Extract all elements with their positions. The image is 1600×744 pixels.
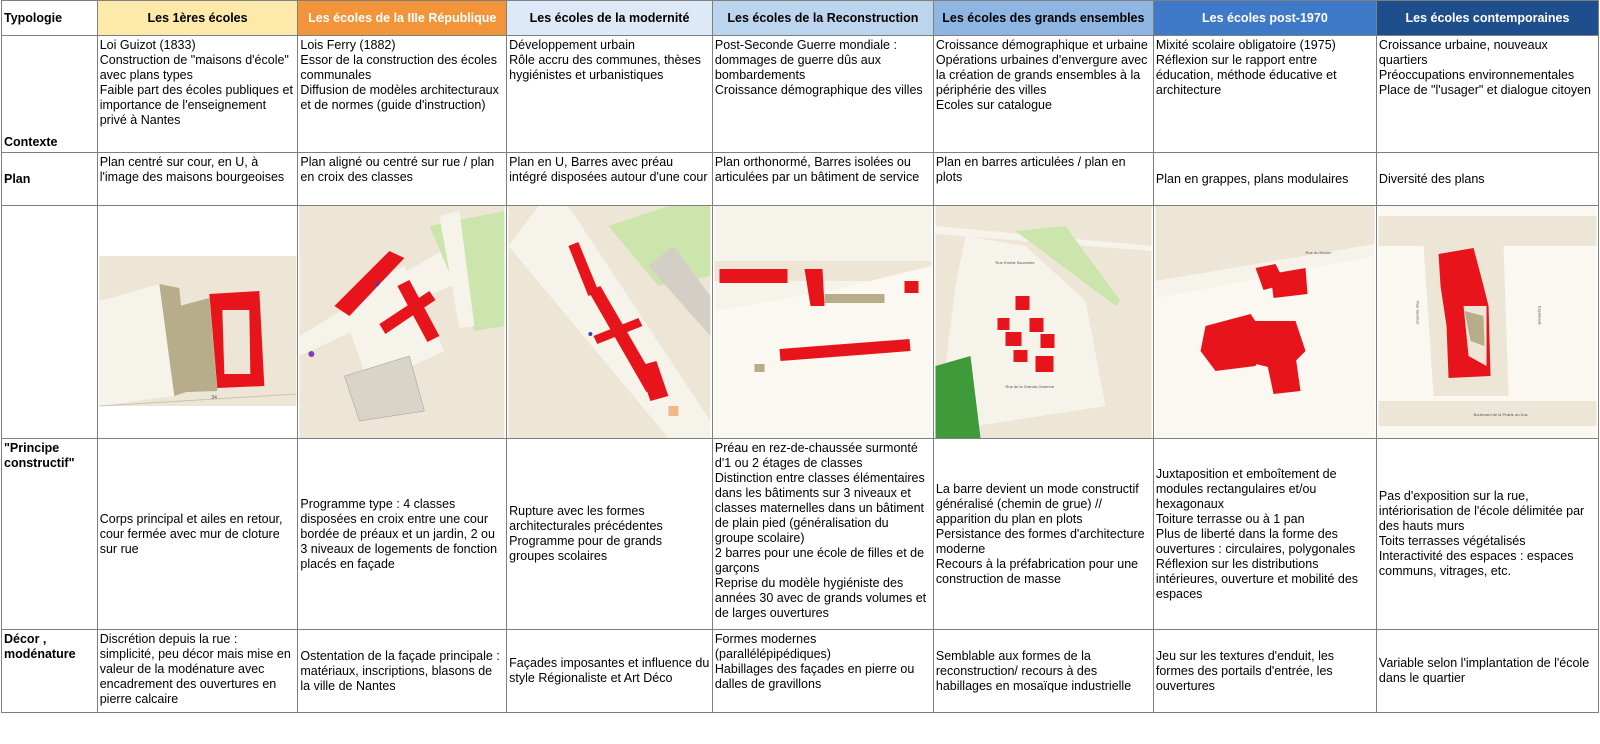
map-building	[1035, 356, 1053, 372]
site-plan-map-7	[1377, 206, 1598, 438]
plan-cell: Plan en grappes, plans modulaires	[1153, 153, 1376, 206]
contexte-cell: Mixité scolaire obligatoire (1975) Réflexion sur le rapport entre éducation, méthode éducative et architecture	[1153, 36, 1376, 153]
contexte-cell: Croissance urbaine, nouveaux quartiers Préoccupations environnementales Place de "l'usager" et dialogue citoyen	[1376, 36, 1598, 153]
map-street-label: Boulevard de la Prairie au Duc	[1473, 412, 1528, 417]
map-street-label: Rue de la Grande-Garenne	[1005, 384, 1054, 389]
map-cell-3	[507, 206, 713, 439]
contexte-cell: Développement urbain Rôle accru des communes, thèses hygiénistes et urbanistiques	[507, 36, 713, 153]
map-street-label: Rue Gestrud	[1415, 301, 1421, 324]
map-block	[1378, 216, 1596, 246]
principe-cell: Préau en rez-de-chaussée surmonté d'1 ou 2 étages de classes Distinction entre classes élémentaires dans les bâtiments sur 3 niveaux et classes maternelles dans un bâtiment de plain pied (généralisation du groupe scolaire) 2 barres pour une école de filles et de garçons Reprise du modèle hygiéniste des années 30 avec de grands volumes et de larges ouvertures	[712, 439, 933, 630]
map-courtyard	[824, 294, 884, 303]
map-building	[1040, 334, 1054, 348]
map-marker	[309, 351, 315, 357]
map-marker	[669, 406, 679, 416]
map-cell-7	[1376, 206, 1598, 439]
map-building	[1013, 350, 1027, 362]
contexte-cell: Loi Guizot (1833) Construction de "maisons d'école" avec plans types Faible part des écoles publiques et importance de l'enseignement privé à Nantes	[97, 36, 298, 153]
map-cell-2	[298, 206, 507, 439]
decor-label: Décor , modénature	[2, 630, 98, 713]
map-cell-1	[97, 206, 298, 439]
map-cell-4	[712, 206, 933, 439]
col-header-7: Les écoles contemporaines	[1376, 1, 1598, 36]
map-cell-6	[1153, 206, 1376, 439]
map-street-label: Rue du Moulin	[1305, 250, 1332, 255]
decor-cell: Façades imposantes et influence du style Régionaliste et Art Déco	[507, 630, 713, 713]
header-row	[2, 1, 1599, 36]
decor-cell: Ostentation de la façade principale : matériaux, inscriptions, blasons de la ville de Nantes	[298, 630, 507, 713]
plan-cell: Plan centré sur cour, en U, à l'image des maisons bourgeoises	[97, 153, 298, 206]
map-building	[1015, 296, 1029, 310]
decor-cell: Discrétion depuis la rue : simplicité, peu décor mais mise en valeur de la modénature avec encadrement des ouvertures en pierre calcaire	[97, 630, 298, 713]
plan-cell: Plan orthonormé, Barres isolées ou articulées par un bâtiment de service	[712, 153, 933, 206]
map-building	[1029, 318, 1043, 332]
contexte-label: Contexte	[2, 36, 98, 153]
principe-cell: Corps principal et ailes en retour, cour fermée avec mur de cloture sur rue	[97, 439, 298, 630]
site-plan-map-5	[934, 206, 1153, 438]
map-cell-5	[933, 206, 1153, 439]
plan-cell: Plan aligné ou centré sur rue / plan en croix des classes	[298, 153, 507, 206]
site-plan-map-3	[507, 206, 712, 438]
plan-cell: Plan en barres articulées / plan en plots	[933, 153, 1153, 206]
principe-label: "Principe constructif"	[2, 439, 98, 630]
col-header-1: Les 1ères écoles	[97, 1, 298, 36]
col-header-5: Les écoles des grands ensembles	[933, 1, 1153, 36]
decor-cell: Formes modernes (parallélépipédiques) Habillages des façades en pierre ou dalles de gravillons	[712, 630, 933, 713]
decor-row	[2, 630, 1599, 713]
map-building	[1005, 332, 1021, 346]
principe-row	[2, 439, 1599, 630]
col-header-6: Les écoles post-1970	[1153, 1, 1376, 36]
decor-cell: Semblable aux formes de la reconstruction/ recours à des habillages en mosaïque industrielle	[933, 630, 1153, 713]
map-street-label: Esplanade	[1537, 306, 1543, 325]
site-plan-map-4	[713, 206, 933, 438]
map-marker	[589, 332, 593, 336]
principe-cell: Pas d'exposition sur la rue, intériorisation de l'école délimitée par des hauts murs Toits terrasses végétalisés Interactivité des espaces : espaces communs, vitrages, etc.	[1376, 439, 1598, 630]
site-plan-map-6	[1154, 206, 1376, 438]
principe-cell: Programme type : 4 classes disposées en croix entre une cour bordée de préaux et un jardin, 2 ou 3 niveaux de logements de fonction placés en façade	[298, 439, 507, 630]
map-street-label: Rue Ernest Sauvestre	[995, 260, 1035, 265]
contexte-cell: Croissance démographique et urbaine Opérations urbaines d'envergure avec la création de grands ensembles à la périphérie des villes Ecoles sur catalogue	[933, 36, 1153, 153]
plan-label: Plan	[2, 153, 98, 206]
col-header-4: Les écoles de la Reconstruction	[712, 1, 933, 36]
map-street-label: 34	[211, 395, 217, 401]
typologie-header: Typologie	[2, 1, 98, 36]
map-row	[2, 206, 1599, 439]
map-building	[997, 318, 1009, 330]
decor-cell: Jeu sur les textures d'enduit, les formes des portails d'entrée, les ouvertures	[1153, 630, 1376, 713]
principe-cell: Rupture avec les formes architecturales précédentes Programme pour de grands groupes scolaires	[507, 439, 713, 630]
col-header-3: Les écoles de la modernité	[507, 1, 713, 36]
map-marker	[376, 282, 380, 286]
contexte-row	[2, 36, 1599, 153]
map-courtyard	[222, 310, 250, 374]
map-courtyard	[754, 364, 764, 372]
decor-cell: Variable selon l'implantation de l'école dans le quartier	[1376, 630, 1598, 713]
col-header-2: Les écoles de la IIIe République	[298, 1, 507, 36]
principe-cell: Juxtaposition et emboîtement de modules rectangulaires et/ou hexagonaux Toiture terrasse ou à 1 pan Plus de liberté dans la forme des ouvertures : circulaires, polygonales Réflexion sur les distributions intérieures, ouverture et mobilité des espaces	[1153, 439, 1376, 630]
site-plan-map-1	[98, 206, 298, 438]
contexte-cell: Post-Seconde Guerre mondiale : dommages de guerre dûs aux bombardements Croissance démographique des villes	[712, 36, 933, 153]
map-building	[904, 281, 918, 293]
plan-row	[2, 153, 1599, 206]
typology-table	[1, 0, 1599, 713]
principe-cell: La barre devient un mode constructif généralisé (chemin de grue) // apparition du plan en plots Persistance des formes d'architecture moderne Recours à la préfabrication pour une construction de masse	[933, 439, 1153, 630]
plan-cell: Plan en U, Barres avec préau intégré disposées autour d'une cour	[507, 153, 713, 206]
plan-cell: Diversité des plans	[1376, 153, 1598, 206]
contexte-cell: Lois Ferry (1882) Essor de la construction des écoles communales Diffusion de modèles architecturaux et de normes (guide d'instruction)	[298, 36, 507, 153]
map-building	[719, 269, 787, 283]
site-plan-map-2	[298, 206, 506, 438]
map-row-label	[2, 206, 98, 439]
